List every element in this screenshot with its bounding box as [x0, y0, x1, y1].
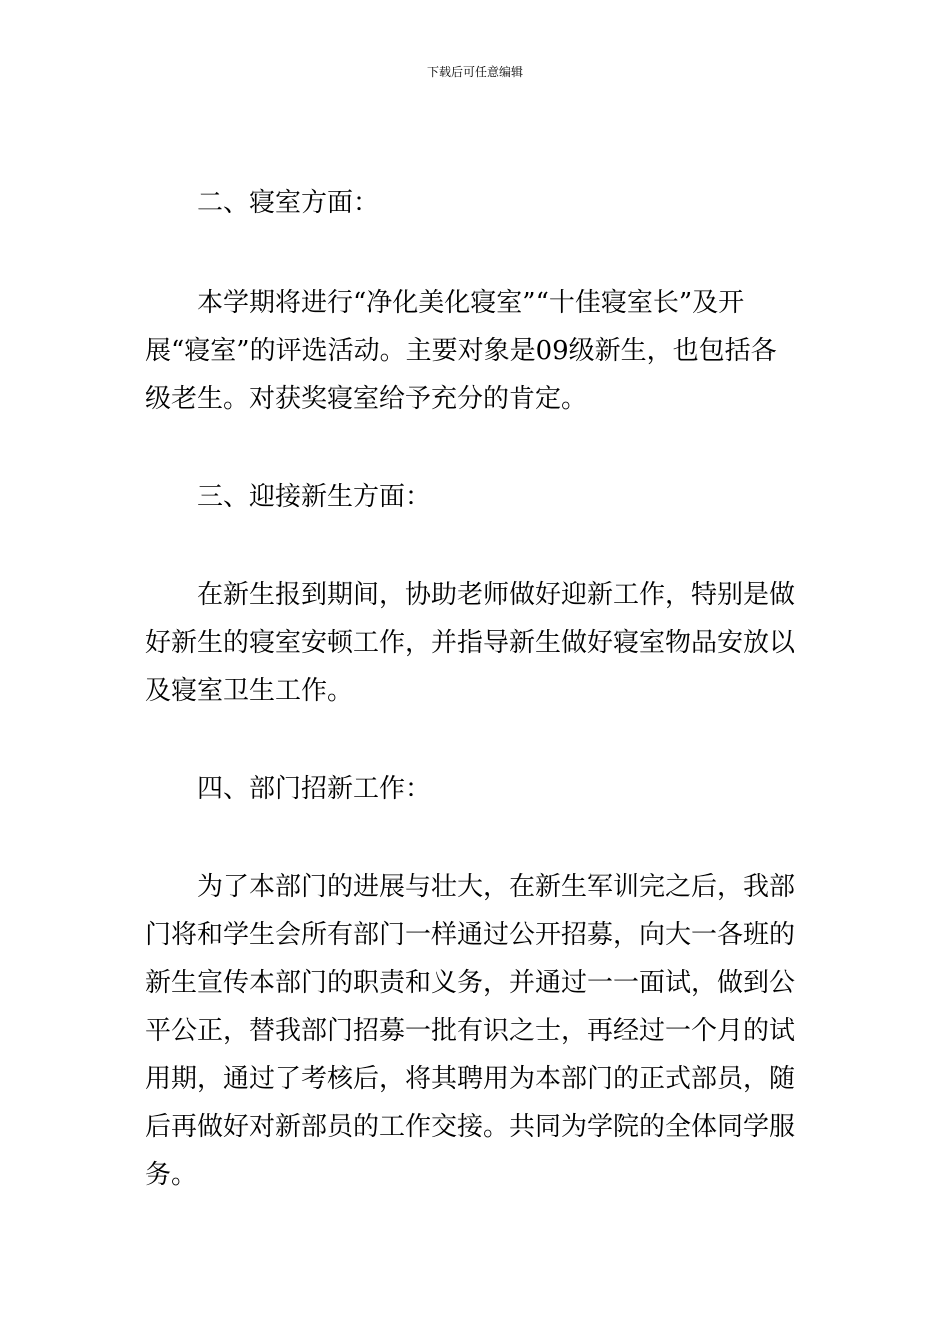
paragraph-line: 新生宣传本部门的职责和义务，并通过一一面试，做到公	[145, 968, 796, 998]
section-heading-recruit: 四、部门招新工作：	[197, 774, 432, 804]
paragraph-line: 门将和学生会所有部门一样通过公开招募，向大一各班的	[145, 920, 796, 950]
paragraph-line: 及寝室卫生工作。	[145, 676, 354, 706]
paragraph-line: 级老生。对获奖寝室给予充分的肯定。	[145, 384, 588, 414]
page-header-note: 下载后可任意编辑	[426, 65, 523, 79]
paragraph-line: 展“寝室”的评选活动。主要对象是09级新生，也包括各	[145, 336, 777, 366]
paragraph-line: 务。	[145, 1160, 198, 1190]
paragraph-line: 为了本部门的进展与壮大，在新生军训完之后，我部	[197, 872, 796, 902]
document-body	[145, 179, 809, 1199]
section-heading-welcome: 三、迎接新生方面：	[197, 482, 432, 512]
paragraph-line: 后再做好对新部员的工作交接。共同为学院的全体同学服	[145, 1112, 796, 1142]
section-heading-dorm: 二、寝室方面：	[197, 188, 380, 218]
paragraph-line: 好新生的寝室安顿工作，并指导新生做好寝室物品安放以	[145, 628, 796, 658]
paragraph-line: 在新生报到期间，协助老师做好迎新工作，特别是做	[197, 580, 796, 610]
paragraph-line: 平公正，替我部门招募一批有识之士，再经过一个月的试	[145, 1016, 796, 1046]
paragraph-line: 用期，通过了考核后，将其聘用为本部门的正式部员，随	[145, 1064, 796, 1094]
paragraph-line: 本学期将进行“净化美化寝室”“十佳寝室长”及开	[197, 288, 745, 318]
